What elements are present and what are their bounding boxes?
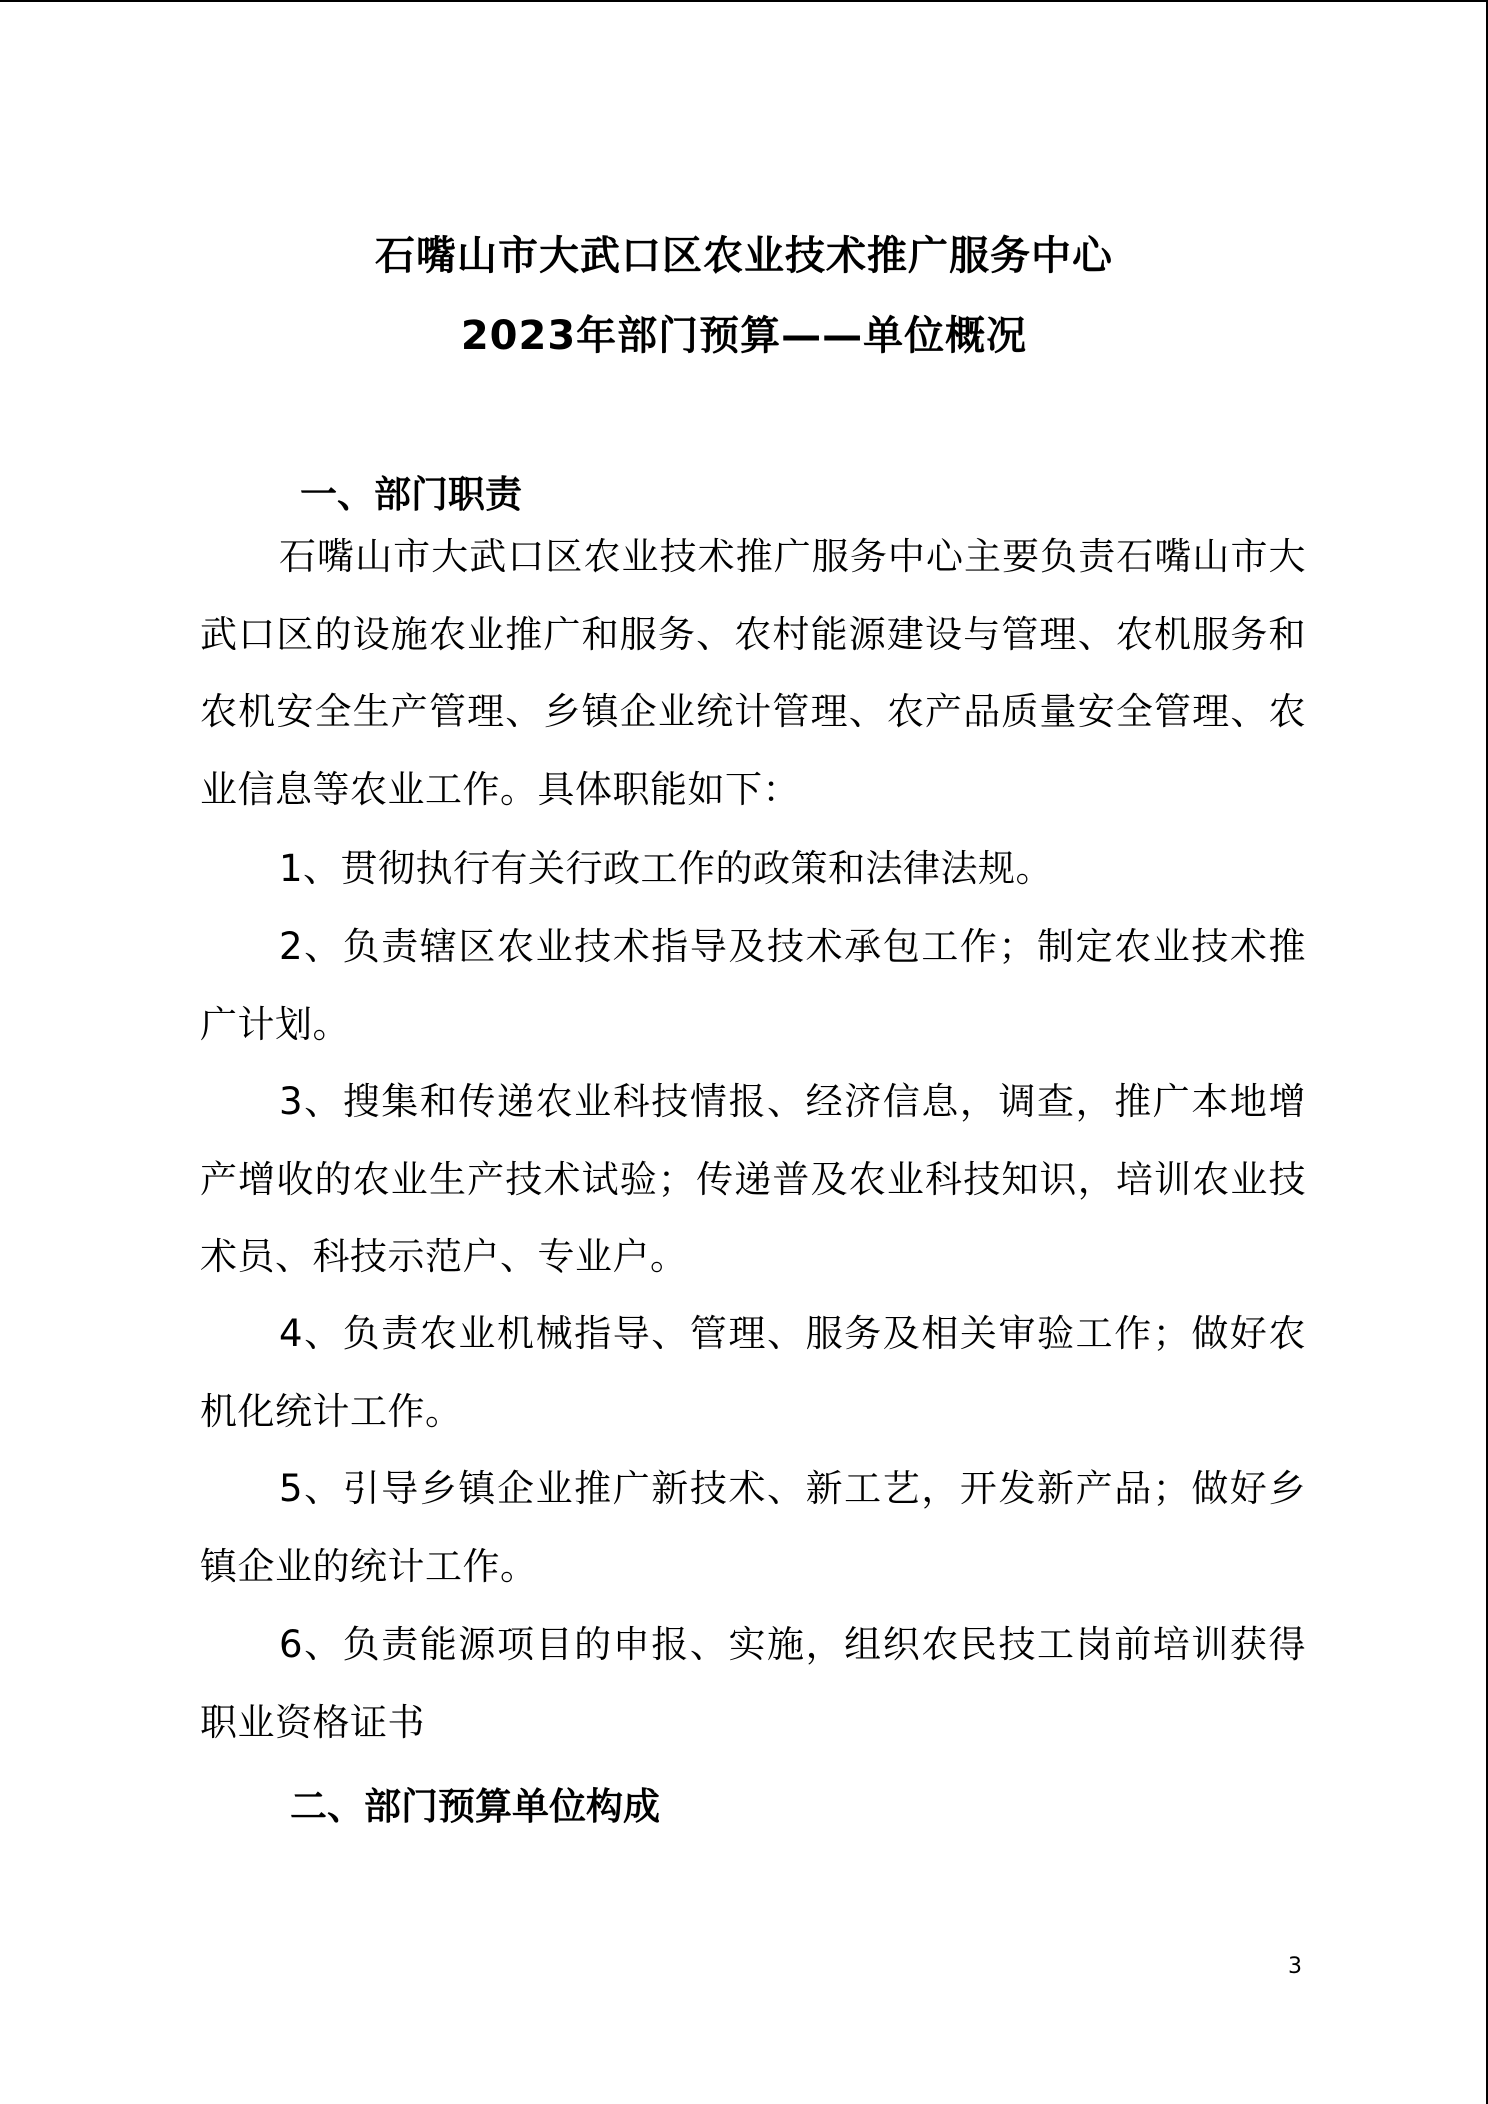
duty-item-4: 4、负责农业机械指导、管理、服务及相关审验工作；做好农机化统计工作。	[200, 1312, 1306, 1433]
duty-item-2: 2、负责辖区农业技术指导及技术承包工作；制定农业技术推广计划。	[200, 925, 1306, 1046]
section-heading-duties: 一、部门职责	[300, 473, 522, 516]
page-border-top	[0, 0, 1488, 2]
duties-intro-paragraph: 石嘴山市大武口区农业技术推广服务中心主要负责石嘴山市大武口区的设施农业推广和服务、农村能源建设与管理、农机服务和农机安全生产管理、乡镇企业统计管理、农产品质量安全管理、农业信息等农业工作。具体职能如下：	[200, 535, 1306, 811]
duty-item-6: 6、负责能源项目的申报、实施，组织农民技工岗前培训获得职业资格证书	[200, 1623, 1306, 1744]
section-heading-budget-units: 二、部门预算单位构成	[290, 1785, 660, 1828]
document-title-line1: 石嘴山市大武口区农业技术推广服务中心	[375, 233, 1113, 279]
duty-item-3: 3、搜集和传递农业科技情报、经济信息，调查，推广本地增产增收的农业生产技术试验；传递普及农业科技知识，培训农业技术员、科技示范户、专业户。	[200, 1080, 1306, 1278]
duty-item-5: 5、引导乡镇企业推广新技术、新工艺，开发新产品；做好乡镇企业的统计工作。	[200, 1467, 1306, 1588]
duty-item-1: 1、贯彻执行有关行政工作的政策和法律法规。	[279, 847, 1054, 890]
page-number: 3	[1288, 1954, 1302, 1979]
document-title-line2: 2023年部门预算——单位概况	[460, 313, 1028, 359]
